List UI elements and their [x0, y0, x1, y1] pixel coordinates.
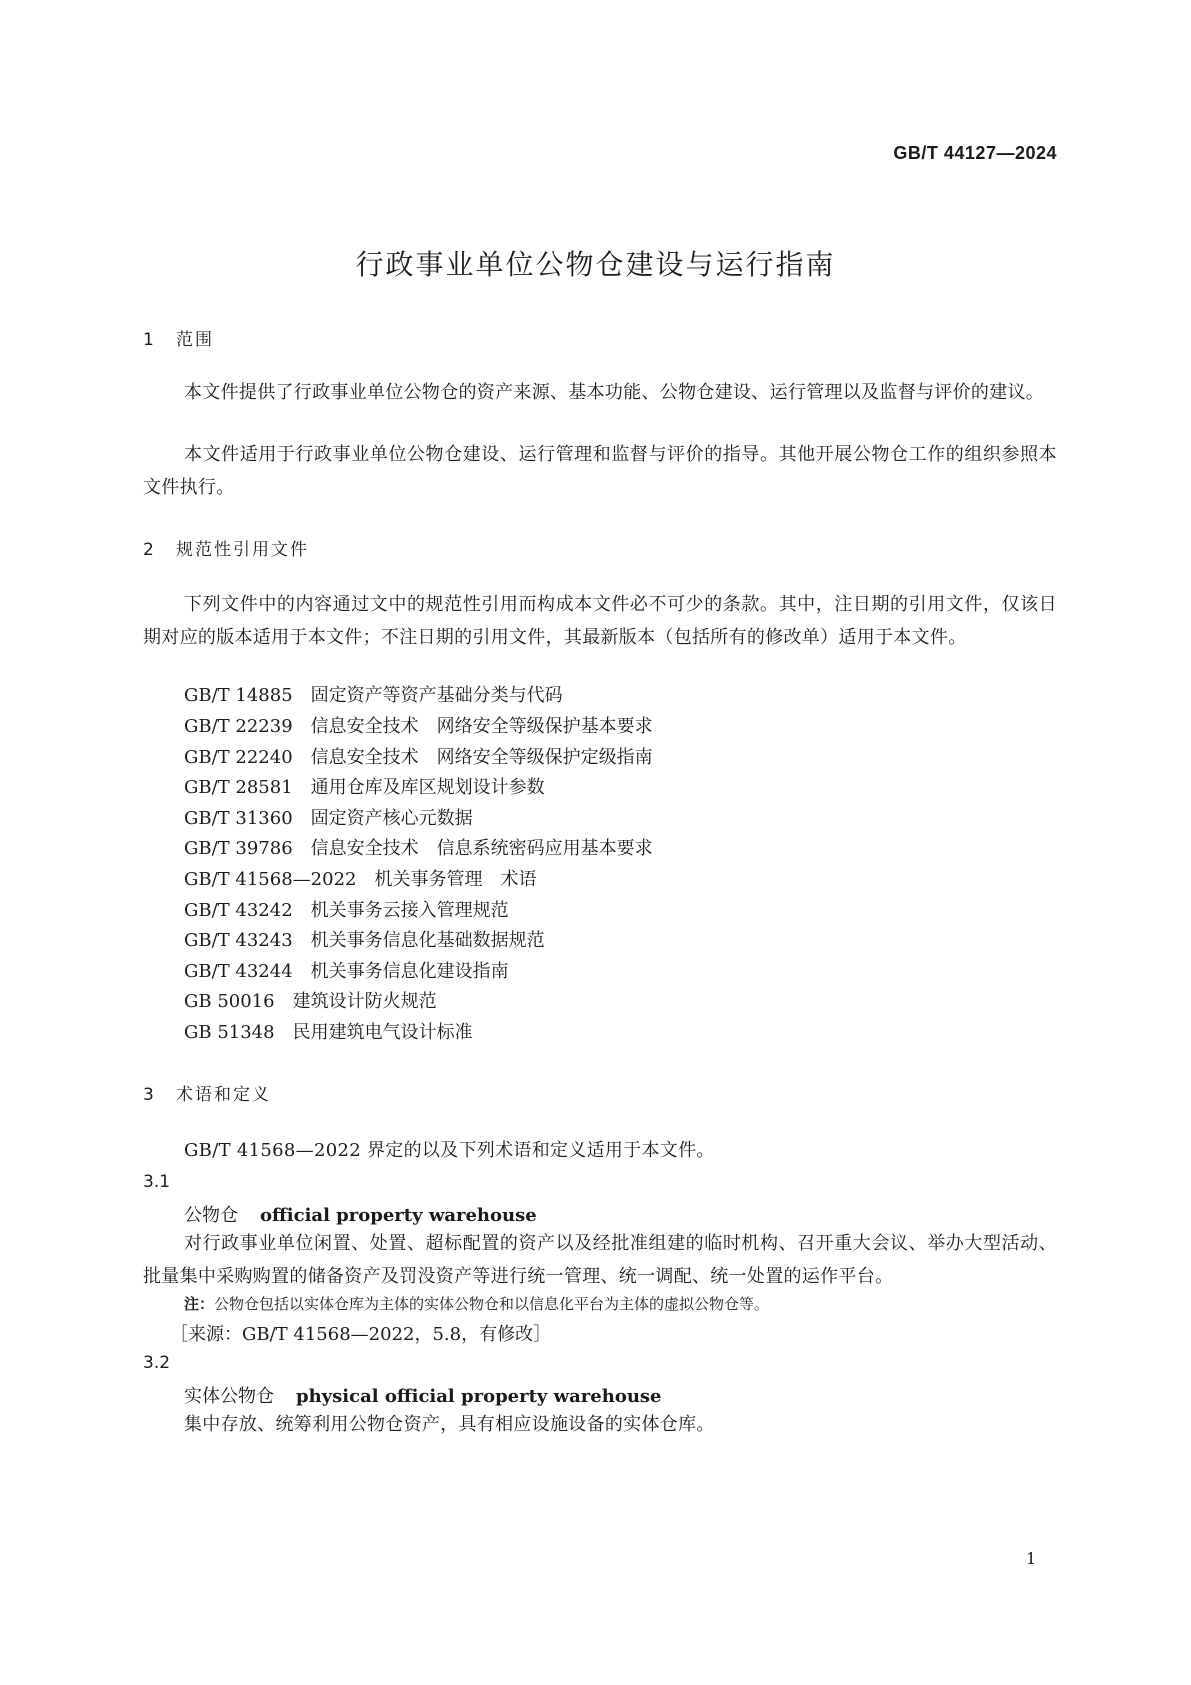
reference-title: 信息安全技术 网络安全等级保护基本要求 [310, 716, 653, 737]
reference-code: GB 51348 [184, 1022, 275, 1043]
reference-item [184, 987, 437, 1013]
reference-title: 机关事务信息化建设指南 [310, 961, 509, 982]
term-source: ［来源：GB/T 41568—2022，5.8，有修改］ [170, 1324, 552, 1345]
term-zh: 公物仓 [184, 1205, 238, 1226]
reference-title: 信息安全技术 网络安全等级保护定级指南 [310, 747, 653, 768]
reference-code: GB/T 22240 [184, 747, 293, 768]
reference-item [184, 712, 653, 738]
reference-item [184, 804, 473, 830]
term-en: official property warehouse [260, 1205, 537, 1226]
reference-title: 机关事务云接入管理规范 [310, 900, 509, 921]
reference-code: GB/T 39786 [184, 838, 293, 859]
reference-code: GB/T 14885 [184, 685, 293, 706]
term-heading [184, 1382, 662, 1408]
reference-title: 机关事务信息化基础数据规范 [310, 930, 545, 951]
term-note [184, 1293, 769, 1314]
scope-paragraph-2: 本文件适用于行政事业单位公物仓建设、运行管理和监督与评价的指导。其他开展公物仓工作的组织参照本文件执行。 [143, 444, 1057, 498]
reference-item [184, 896, 509, 922]
term-en: physical official property warehouse [296, 1386, 662, 1407]
references-intro-paragraph: 下列文件中的内容通过文中的规范性引用而构成本文件必不可少的条款。其中，注日期的引用文件，仅该日期对应的版本适用于本文件；不注日期的引用文件，其最新版本（包括所有的修改单）适用于本文件。 [143, 594, 1057, 648]
note-text: 公物仓包括以实体仓库为主体的实体公物仓和以信息化平台为主体的虚拟公物仓等。 [214, 1295, 770, 1313]
reference-title: 信息安全技术 信息系统密码应用基本要求 [310, 838, 653, 859]
term-number: 3.1 [143, 1172, 171, 1192]
term-definition: 集中存放、统筹利用公物仓资产，具有相应设施设备的实体仓库。 [184, 1414, 715, 1435]
scope-paragraph-1: 本文件提供了行政事业单位公物仓的资产来源、基本功能、公物仓建设、运行管理以及监督与评价的建议。 [184, 382, 1045, 403]
section-title: 规范性引用文件 [176, 540, 309, 560]
reference-title: 机关事务管理 术语 [374, 869, 537, 890]
reference-code: GB/T 31360 [184, 808, 293, 829]
reference-item [184, 865, 536, 891]
reference-item [184, 743, 653, 769]
terms-intro-paragraph: GB/T 41568—2022 界定的以及下列术语和定义适用于本文件。 [184, 1140, 715, 1161]
reference-item [184, 957, 509, 983]
reference-code: GB/T 22239 [184, 716, 293, 737]
reference-item [184, 1018, 473, 1044]
section-1-heading [143, 325, 214, 350]
reference-code: GB/T 43242 [184, 900, 293, 921]
reference-item [184, 926, 545, 952]
reference-title: 建筑设计防火规范 [292, 991, 437, 1012]
section-number: 1 [143, 330, 154, 350]
term-definition: 对行政事业单位闲置、处置、超标配置的资产以及经批准组建的临时机构、召开重大会议、举办大型活动、批量集中采购购置的储备资产及罚没资产等进行统一管理、统一调配、统一处置的运作平台。 [143, 1233, 1057, 1287]
section-number: 2 [143, 540, 154, 560]
reference-item [184, 834, 653, 860]
reference-title: 固定资产核心元数据 [310, 808, 473, 829]
reference-title: 民用建筑电气设计标准 [292, 1022, 473, 1043]
section-2-heading [143, 535, 309, 560]
reference-item [184, 681, 563, 707]
note-label: 注： [184, 1295, 215, 1313]
reference-item [184, 773, 545, 799]
term-heading [184, 1201, 537, 1227]
reference-code: GB/T 41568—2022 [184, 869, 357, 890]
reference-code: GB/T 43244 [184, 961, 293, 982]
reference-title: 通用仓库及库区规划设计参数 [310, 777, 545, 798]
page-number: 1 [1026, 1549, 1037, 1568]
reference-code: GB 50016 [184, 991, 275, 1012]
document-title: 行政事业单位公物仓建设与运行指南 [355, 248, 836, 281]
term-number: 3.2 [143, 1353, 171, 1373]
reference-title: 固定资产等资产基础分类与代码 [310, 685, 563, 706]
section-title: 术语和定义 [176, 1085, 271, 1105]
term-zh: 实体公物仓 [184, 1386, 274, 1407]
section-3-heading [143, 1080, 271, 1105]
standard-number: GB/T 44127—2024 [893, 143, 1057, 163]
section-title: 范围 [176, 330, 214, 350]
section-number: 3 [143, 1085, 154, 1105]
reference-code: GB/T 43243 [184, 930, 293, 951]
reference-code: GB/T 28581 [184, 777, 293, 798]
